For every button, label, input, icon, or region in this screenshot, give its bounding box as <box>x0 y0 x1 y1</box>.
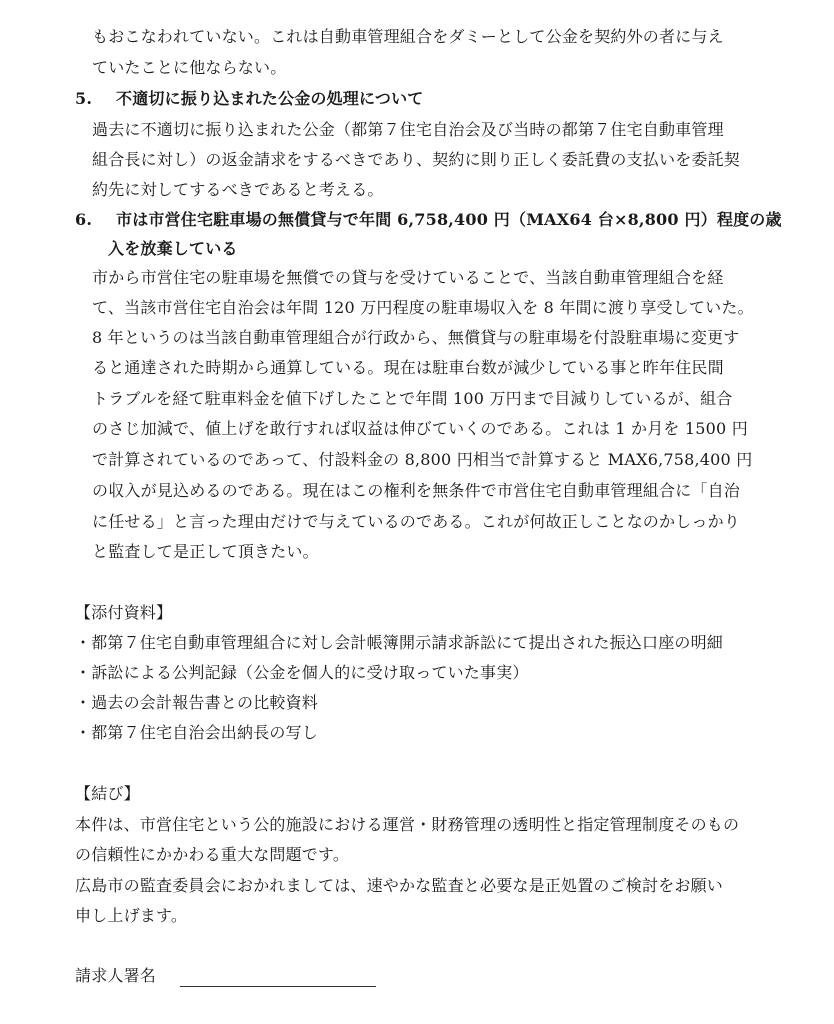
section-5-number: 5. <box>75 89 93 108</box>
signature-line[interactable] <box>180 986 376 987</box>
section-6-body-line: と監査して是正して頂きたい。 <box>92 542 319 561</box>
section-6-body-line: トラブルを経て駐車料金を値下げしたことで年間 100 万円まで目減りしているが、組合 <box>92 389 733 408</box>
continuation-line: ていたことに他ならない。 <box>92 58 287 77</box>
section-5-body-line: 過去に不適切に振り込まれた公金（都第７住宅自治会及び当時の都第７住宅自動車管理 <box>92 120 724 139</box>
conclusion-line: 申し上げます。 <box>75 906 188 925</box>
attachment-item: ・訴訟による公判記録（公金を個人的に受け取っていた事実） <box>75 663 529 682</box>
attachments-heading: 【添付資料】 <box>75 603 173 622</box>
section-6-body-line: 8 年というのは当該自動車管理組合が行政から、無償貸与の駐車場を付設駐車場に変更す <box>92 328 740 347</box>
section-6-body-line: のさじ加減で、値上げを敢行すれば収益は伸びていくのである。これは 1 か月を 1500 円 <box>92 419 748 438</box>
section-6-number: 6. <box>75 210 93 229</box>
section-6-body-line: で計算されているのであって、付設料金の 8,800 円相当で計算すると MAX6,758,400 円 <box>92 450 753 469</box>
conclusion-line: の信頼性にかかわる重大な問題です。 <box>75 845 350 864</box>
attachment-item: ・過去の会計報告書との比較資料 <box>75 693 319 712</box>
section-6-heading: 入を放棄している <box>108 239 238 258</box>
section-5-body-line: 約先に対してするべきであると考える。 <box>92 180 384 199</box>
attachment-item: ・都第７住宅自治会出納長の写し <box>75 723 319 742</box>
section-6-body-line: ると通達された時期から通算している。現在は駐車台数が減少している事と昨年住民間 <box>92 358 724 377</box>
section-6-body-line: て、当該市営住宅自治会は年間 120 万円程度の駐車場収入を 8 年間に渡り享受していた。 <box>92 298 754 317</box>
conclusion-line: 広島市の監査委員会におかれましては、速やかな監査と必要な是正処置のご検討をお願い <box>75 876 724 895</box>
conclusion-heading: 【結び】 <box>75 784 140 803</box>
section-6-body-line: に任せる」と言った理由だけで与えているのである。これが何故正しことなのかしっかり <box>92 512 741 531</box>
conclusion-line: 本件は、市営住宅という公的施設における運営・財務管理の透明性と指定管理制度そのもの <box>75 815 740 834</box>
section-5-heading: 不適切に振り込まれた公金の処理について <box>116 89 424 108</box>
section-6-heading: 市は市営住宅駐車場の無償貸与で年間 6,758,400 円（MAX64 台×8,800 円）程度の歳 <box>116 210 782 229</box>
section-6-body-line: の収入が見込めるのである。現在はこの権利を無条件で市営住宅自動車管理組合に「自治 <box>92 481 741 500</box>
continuation-line: もおこなわれていない。これは自動車管理組合をダミーとして公金を契約外の者に与え <box>92 27 724 46</box>
section-6-body-line: 市から市営住宅の駐車場を無償での貸与を受けていることで、当該自動車管理組合を経 <box>92 268 724 287</box>
attachment-item: ・都第７住宅自動車管理組合に対し会計帳簿開示請求訴訟にて提出された振込口座の明細 <box>75 633 724 652</box>
section-5-body-line: 組合長に対し）の返金請求をするべきであり、契約に則り正しく委託費の支払いを委託契 <box>92 150 741 169</box>
signature-label: 請求人署名 <box>75 966 157 985</box>
